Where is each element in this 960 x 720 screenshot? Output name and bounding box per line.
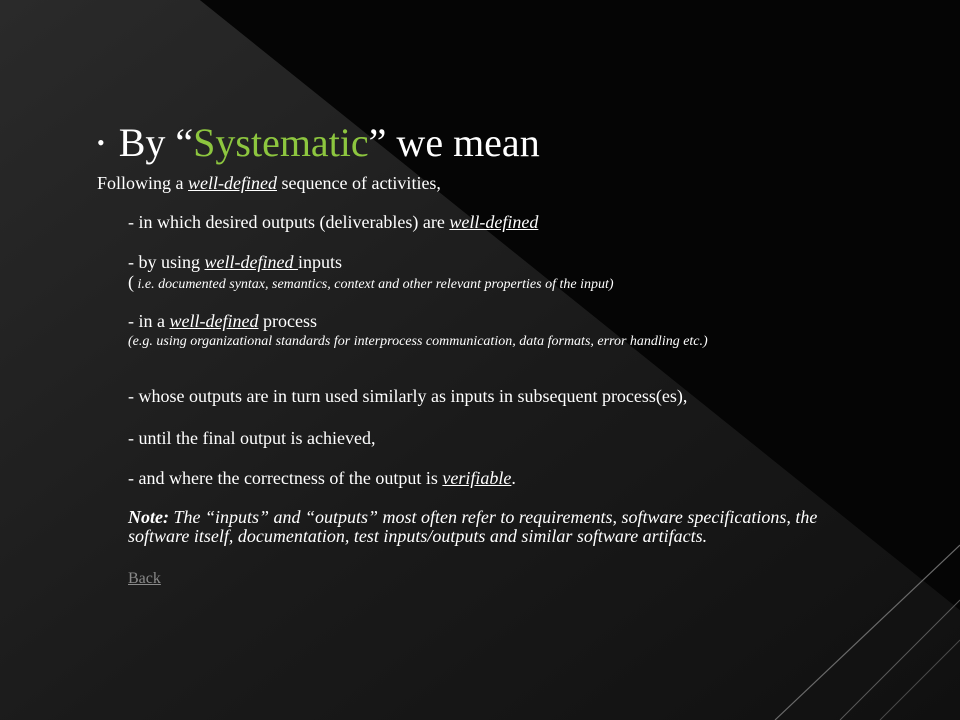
title-bullet: • <box>97 129 105 155</box>
back-link[interactable]: Back <box>128 570 161 587</box>
item-verifiable: - and where the correctness of the output is verifiable. <box>128 468 516 488</box>
title-pre: By “ <box>118 120 194 165</box>
note <box>128 508 848 546</box>
item-inputs: - by using well-defined inputs <box>128 252 342 272</box>
intro-line: Following a well-defined sequence of activities, <box>97 173 441 193</box>
item-process: - in a well-defined process <box>128 311 317 331</box>
note-label: Note: <box>128 507 169 527</box>
item-outputs: - in which desired outputs (deliverables) are well-defined <box>128 212 539 232</box>
note-text: The “inputs” and “outputs” most often refer to requirements, software specifications, the software itself, documentation, test inputs/outputs and similar software artifacts. <box>128 507 818 546</box>
title-post: ” we mean <box>368 120 540 165</box>
item-process-detail: (e.g. using organizational standards for interprocess communication, data formats, error handling etc.) <box>128 334 708 349</box>
slide-title <box>97 119 540 171</box>
title-accent: Systematic <box>193 120 369 165</box>
item-inputs-detail: ( i.e. documented syntax, semantics, context and other relevant properties of the input) <box>128 272 614 292</box>
item-subsequent: - whose outputs are in turn used similarly as inputs in subsequent process(es), <box>128 386 688 406</box>
item-final: - until the final output is achieved, <box>128 428 376 448</box>
